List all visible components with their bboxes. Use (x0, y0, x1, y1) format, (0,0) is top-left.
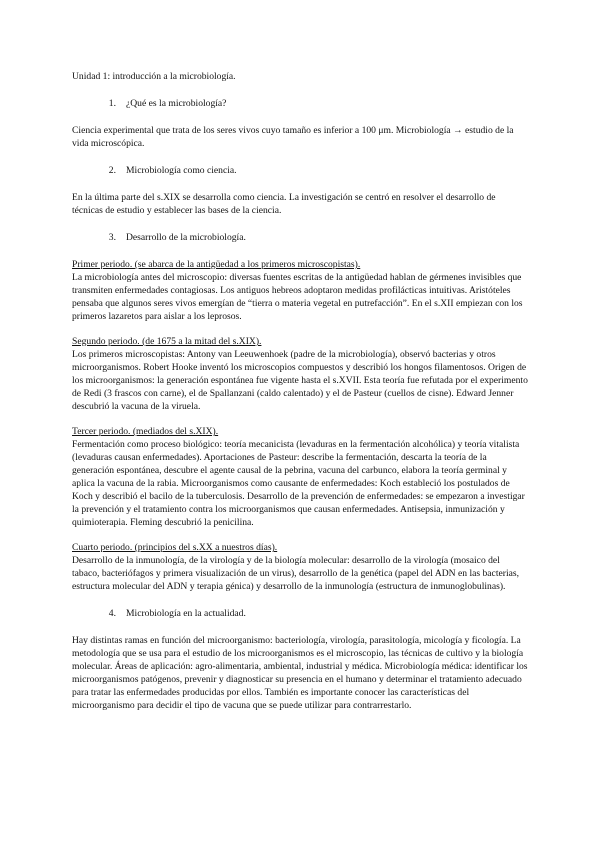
period-heading: Cuarto periodo. (principios del s.XX a nuestros días). (72, 542, 278, 553)
section-number: 1. (108, 98, 116, 109)
unit-title: Unidad 1: introducción a la microbiología. (72, 71, 236, 82)
section-heading-1 (72, 97, 528, 110)
document-page (72, 70, 528, 712)
period-block-3 (72, 425, 528, 529)
section-paragraph: Ciencia experimental que trata de los seres vivos cuyo tamaño es inferior a 100 μm. Microbiología → estudio de la vida microscópica. (72, 125, 514, 149)
period-text: Desarrollo de la inmunología, de la virología y de la biología molecular: desarrollo de la virología (mosaico del tabaco, bacteriófagos y primera visualización de un virus), desarrollo de la genética (papel del ADN en las bacterias, estructura molecular del ADN y terapia génica) y desarrollo de la inmunología (estructura de inmunoglobulinas). (72, 555, 519, 592)
period-text: La microbiología antes del microscopio: diversas fuentes escritas de la antigüedad hablan de gérmenes invisibles que transmiten enfermedades contagiosas. Los antiguos hebreos adoptaron medidas profilácticas intuitivas. Aristóteles pensaba que algunos seres vivos emergían de “tierra o materia vegetal en putrefacción”. En el s.XII empiezan con los primeros lazaretos para aislar a los leprosos. (72, 272, 523, 322)
period-text: Los primeros microscopistas: Antony van Leeuwenhoek (padre de la microbiología), observó bacterias y otros microorganismos. Robert Hooke inventó los microscopios compuestos y describió los hongos filamentosos. Origen de los microorganismos: la generación espontánea fue vigente hasta el s.XVII. Esta teoría fue refutada por el experimento de Redi (3 frascos con carne), el de Spallanzani (caldo calentado) y el de Pasteur (cuellos de cisne). Edward Jenner descubrió la vacuna de la viruela. (72, 349, 528, 412)
section-number: 2. (108, 165, 116, 176)
section-title: Desarrollo de la microbiología. (126, 232, 246, 243)
section-heading-2 (72, 164, 528, 177)
period-block-1 (72, 258, 528, 323)
section-title: Microbiología como ciencia. (126, 165, 237, 176)
section-paragraph: Hay distintas ramas en función del microorganismo: bacteriología, virología, parasitología, micología y ficología. La metodología que se usa para el estudio de los microorganismos es el microscopio, las técnicas de cultivo y la biología molecular. Áreas de aplicación: agro-alimentaria, ambiental, industrial y médica. Microbiología médica: identificar los microorganismos patógenos, prevenir y diagnosticar su presencia en el humano y determinar el tratamiento adecuado para tratar las enfermedades producidas por ellos. También es importante conocer las características del microorganismo para decidir el tipo de vacuna que se puede utilizar para contrarrestarlo. (72, 635, 528, 711)
period-heading: Segundo periodo. (de 1675 a la mitad del s.XIX). (72, 336, 262, 347)
period-text: Fermentación como proceso biológico: teoría mecanicista (levaduras en la fermentación alcohólica) y teoría vitalista (levaduras causan enfermedades). Aportaciones de Pasteur: describe la fermentación, descarta la teoría de la generación espontánea, descubre el agente causal de la pebrina, vacuna del carbunco, elabora la teoría germinal y aplica la vacuna de la rabia. Microorganismos como causante de enfermedades: Koch estableció los postulados de Koch y describió el bacilo de la tuberculosis. Desarrollo de la prevención de enfermedades: se empezaron a investigar la prevención y el tratamiento contra los microorganismos que causan enfermedades. Antisepsia, inmunización y quimioterapia. Fleming descubrió la penicilina. (72, 439, 525, 528)
section-number: 4. (108, 608, 116, 619)
section-heading-3 (72, 231, 528, 244)
section-title: ¿Qué es la microbiología? (126, 98, 227, 109)
period-heading: Primer periodo. (se abarca de la antigüedad a los primeros microscopistas). (72, 259, 361, 270)
period-block-2 (72, 335, 528, 413)
period-block-4 (72, 541, 528, 593)
period-heading: Tercer periodo. (mediados del s.XIX). (72, 426, 219, 437)
section-number: 3. (108, 232, 116, 243)
section-paragraph: En la última parte del s.XIX se desarrolla como ciencia. La investigación se centró en resolver el desarrollo de técnicas de estudio y establecer las bases de la ciencia. (72, 192, 496, 216)
section-heading-4 (72, 607, 528, 620)
section-title: Microbiología en la actualidad. (126, 608, 246, 619)
